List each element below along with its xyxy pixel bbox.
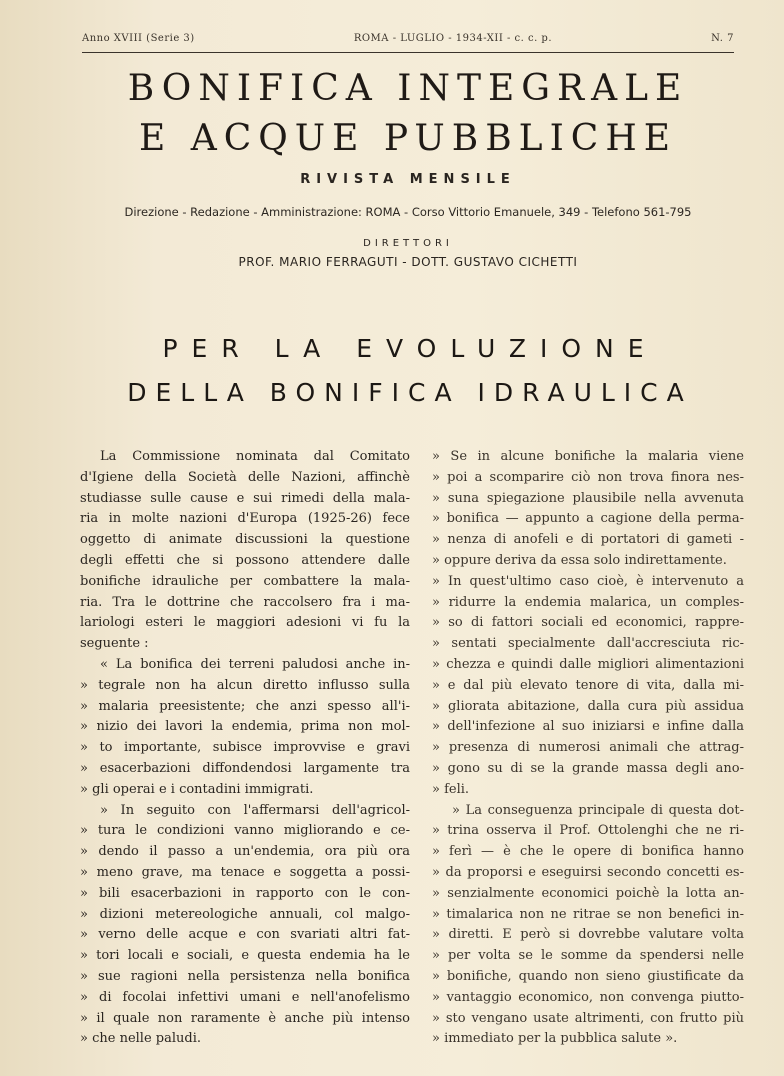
text-line: » immediato per la pubblica salute ». (432, 1031, 678, 1047)
text-line: » trina osserva il Prof. Ottolenghi che ne ri- (432, 823, 744, 839)
text-line: » da proporsi e eseguirsi secondo concetti es- (432, 864, 744, 880)
issue-info: Anno XVIII (Serie 3) (82, 33, 195, 44)
text-line: » tori locali e sociali, e questa endemia ha le (80, 948, 410, 964)
text-line: » il quale non raramente è anche più intenso (80, 1010, 410, 1026)
masthead-title-line2: E ACQUE PUBBLICHE (138, 118, 678, 159)
text-line: » sto vengano usate altrimenti, con frutto più (432, 1010, 744, 1026)
text-line: » so di fattori sociali ed economici, rappre- (432, 615, 744, 631)
text-line: » feli. (432, 781, 470, 797)
text-line: » chezza e quindi dalle migliori alimentazioni (432, 656, 744, 672)
text-line: » timalarica non ne ritrae se non benefici in- (432, 906, 744, 922)
masthead-title-line1: BONIFICA INTEGRALE (127, 68, 689, 109)
text-line: » tura le condizioni vanno migliorando e ce- (80, 823, 410, 839)
text-line: degli effetti che si possono attendere dalle (80, 552, 410, 568)
text-line: d'Igiene della Società delle Nazioni, affinchè (80, 469, 410, 485)
text-line: » nizio dei lavori la endemia, prima non mol- (80, 719, 410, 735)
text-line: » esacerbazioni diffondendosi largamente tra (80, 760, 410, 776)
text-line: » per volta se le somme da spendersi nelle (432, 948, 744, 964)
text-line: » gono su di se la grande massa degli ano- (432, 760, 744, 776)
text-line: » gli operai e i contadini immigrati. (80, 781, 314, 797)
directors-names: PROF. MARIO FERRAGUTI - DOTT. GUSTAVO CICHETTI (238, 255, 578, 269)
text-line: ria. Tra le dottrine che raccolsero fra i ma- (80, 594, 410, 610)
text-line: » poi a scomparire ciò non trova finora nes- (432, 469, 744, 485)
text-line: » In seguito con l'affermarsi dell'agricol- (100, 802, 410, 818)
text-line: » che nelle paludi. (80, 1031, 201, 1047)
directors-label: DIRETTORI (363, 238, 453, 249)
text-line: » dendo il passo a un'endemia, ora più ora (80, 844, 410, 860)
text-line: » senzialmente economici poichè la lotta an- (432, 885, 744, 901)
text-line: seguente : (80, 636, 149, 652)
issue-number: N. 7 (711, 33, 734, 44)
text-line: » sue ragioni nella persistenza nella bonifica (80, 968, 410, 984)
text-line: » oppure deriva da essa solo indirettamente. (432, 552, 727, 568)
text-line: » ferì — è che le opere di bonifica hanno (432, 844, 744, 860)
text-line: oggetto di animate discussioni la questione (80, 532, 410, 548)
header-rule (82, 52, 734, 53)
text-line: studiasse sulle cause e sui rimedi della mala- (80, 490, 410, 506)
text-line: » vantaggio economico, non convenga piutto- (432, 989, 744, 1005)
text-line: » e dal più elevato tenore di vita, dalla mi- (432, 677, 744, 693)
text-line: » diretti. E però si dovrebbe valutare volta (432, 927, 744, 943)
text-line: La Commissione nominata dal Comitato (100, 449, 410, 464)
article-title-line1: PER LA EVOLUZIONE (162, 334, 658, 363)
article-title-line2: DELLA BONIFICA IDRAULICA (127, 378, 693, 407)
dateline: ROMA - LUGLIO - 1934-XII - c. c. p. (353, 33, 553, 44)
article-right-column (432, 447, 744, 1050)
text-line: » dell'infezione al suo iniziarsi e infine dalla (432, 719, 744, 735)
text-line: « La bonifica dei terreni paludosi anche in- (100, 656, 410, 672)
text-line: » Se in alcune bonifiche la malaria viene (432, 449, 744, 464)
text-line: » presenza di numerosi animali che attrag- (432, 740, 744, 756)
text-line: » ridurre la endemia malarica, un comples- (432, 594, 744, 610)
text-line: » bonifiche, quando non sieno giustificate da (432, 968, 744, 984)
text-line: » La conseguenza principale di questa dot- (452, 802, 744, 818)
text-line: » to importante, subisce improvvise e gravi (80, 740, 410, 756)
text-line: lariologi esteri le maggiori adesioni vi fu la (80, 615, 410, 631)
text-line: » verno delle acque e con svariati altri fat- (80, 927, 410, 943)
text-line: » malaria preesistente; che anzi spesso all'i- (80, 698, 410, 714)
text-line: » di focolai infettivi umani e nell'anofelismo (80, 989, 410, 1005)
text-line: » dizioni metereologiche annuali, col malgo- (80, 906, 410, 922)
article-left-column (80, 447, 410, 1050)
text-line: » bonifica — appunto a cagione della perma- (432, 511, 744, 527)
text-line: » meno grave, ma tenace e soggetta a possi- (80, 864, 410, 880)
text-line: ria in molte nazioni d'Europa (1925-26) fece (80, 511, 410, 527)
text-line: bonifiche idrauliche per combattere la mala- (80, 573, 410, 589)
text-line: » gliorata abitazione, dalla cura più assidua (432, 698, 744, 714)
text-line: » tegrale non ha alcun diretto influsso sulla (80, 677, 410, 693)
running-header (82, 33, 734, 44)
masthead-subtitle: RIVISTA MENSILE (300, 172, 516, 187)
text-line: » nenza di anofeli e di portatori di gameti - (432, 532, 744, 548)
masthead-address: Direzione - Redazione - Amministrazione: ROMA - Corso Vittorio Emanuele, 349 - Telefono 561-795 (124, 205, 692, 219)
text-line: » suna spiegazione plausibile nella avvenuta (432, 490, 744, 506)
text-line: » sentati specialmente dall'accresciuta ric- (432, 636, 744, 652)
text-line: » bili esacerbazioni in rapporto con le con- (80, 885, 410, 901)
text-line: » In quest'ultimo caso cioè, è intervenuto a (432, 573, 744, 589)
